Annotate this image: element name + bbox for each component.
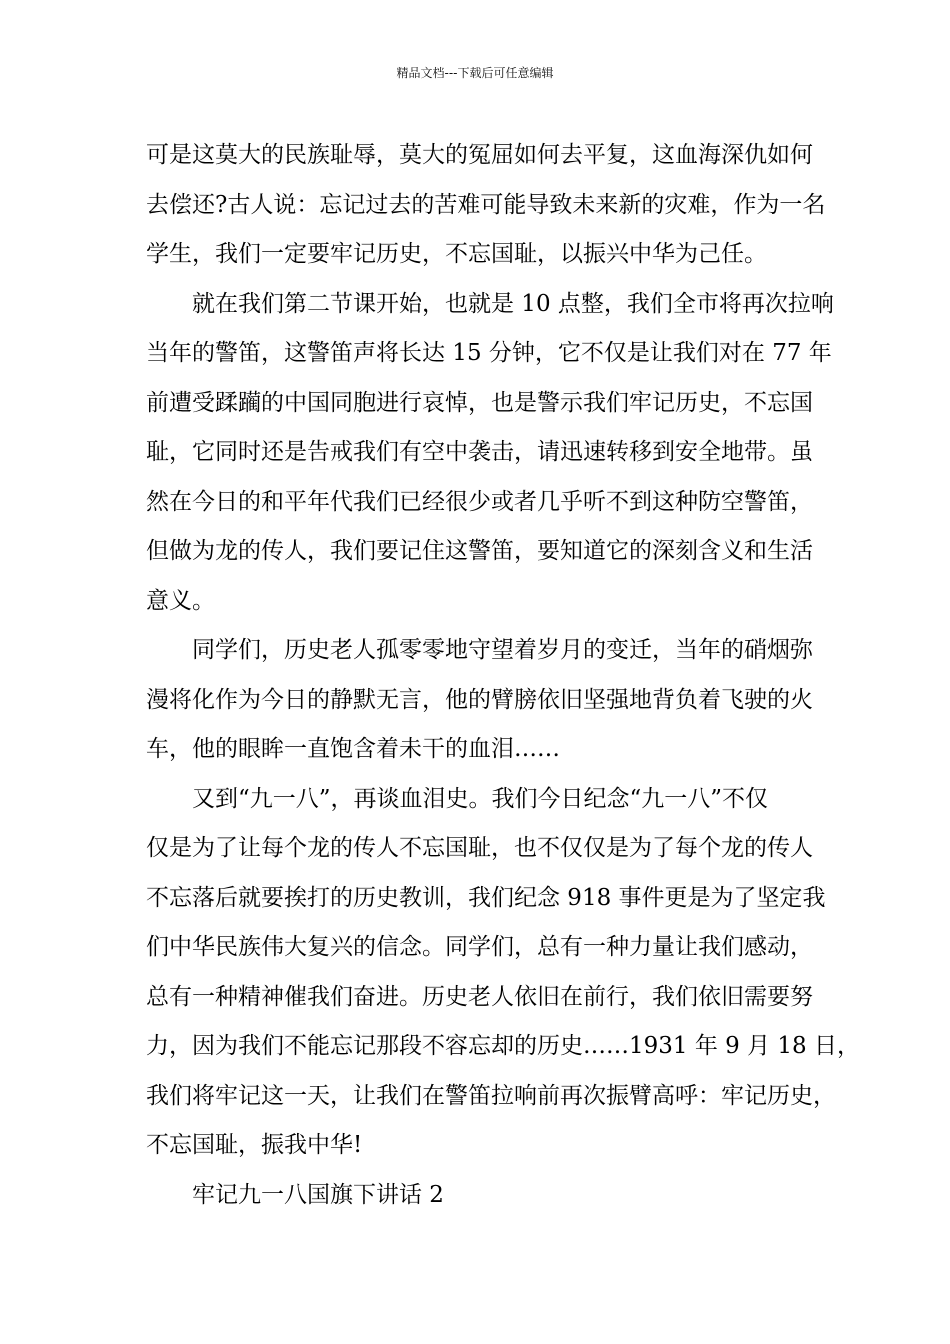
text-line: 意义。 bbox=[146, 587, 215, 614]
document-body bbox=[146, 131, 860, 1220]
text-line: 但做为龙的传人，我们要记住这警笛，要知道它的深刻含义和生活 bbox=[146, 538, 813, 564]
text-line: 不忘国耻，振我中华! bbox=[146, 1132, 363, 1158]
paragraph-start-line: 就在我们第二节课开始，也就是 10 点整，我们全市将再次拉响 bbox=[192, 290, 834, 317]
text-line: 总有一种精神催我们奋进。历史老人依旧在前行，我们依旧需要努 bbox=[146, 983, 813, 1010]
page-header: 精品文档---下载后可任意编辑 bbox=[396, 66, 554, 80]
text-line: 漫将化作为今日的静默无言，他的臂膀依旧坚强地背负着飞驶的火 bbox=[146, 686, 813, 713]
text-line: 当年的警笛，这警笛声将长达 15 分钟，它不仅是让我们对在 77 年 bbox=[146, 340, 832, 366]
text-line: 前遭受蹂躏的中国同胞进行哀悼，也是警示我们牢记历史，不忘国 bbox=[146, 389, 813, 416]
paragraph-start-line: 同学们，历史老人孤零零地守望着岁月的变迁，当年的硝烟弥 bbox=[192, 637, 813, 663]
text-line: 不忘落后就要挨打的历史教训，我们纪念 918 事件更是为了坚定我 bbox=[146, 884, 826, 911]
text-line: 我们将牢记这一天，让我们在警笛拉响前再次振臂高呼：牢记历史， bbox=[146, 1082, 836, 1109]
text-line: 学生，我们一定要牢记历史，不忘国耻，以振兴中华为己任。 bbox=[146, 241, 767, 267]
paragraph-start-line: 又到“九一八”，再谈血泪史。我们今日纪念“九一八”不仅 bbox=[192, 785, 769, 812]
text-line: 可是这莫大的民族耻辱，莫大的冤屈如何去平复，这血海深仇如何 bbox=[146, 142, 813, 168]
section-title: 牢记九一八国旗下讲话 2 bbox=[192, 1181, 444, 1208]
text-line: 去偿还?古人说：忘记过去的苦难可能导致未来新的灾难，作为一名 bbox=[146, 191, 826, 218]
text-line: 车，他的眼眸一直饱含着未干的血泪…… bbox=[146, 736, 560, 762]
text-line: 然在今日的和平年代我们已经很少或者几乎听不到这种防空警笛， bbox=[146, 488, 813, 515]
text-line: 力，因为我们不能忘记那段不容忘却的历史……1931 年 9 月 18 日， bbox=[146, 1033, 860, 1059]
text-line: 仅是为了让每个龙的传人不忘国耻，也不仅仅是为了每个龙的传人 bbox=[146, 835, 813, 861]
text-line: 耻，它同时还是告戒我们有空中袭击，请迅速转移到安全地带。虽 bbox=[146, 439, 813, 465]
text-line: 们中华民族伟大复兴的信念。同学们，总有一种力量让我们感动， bbox=[146, 934, 813, 960]
